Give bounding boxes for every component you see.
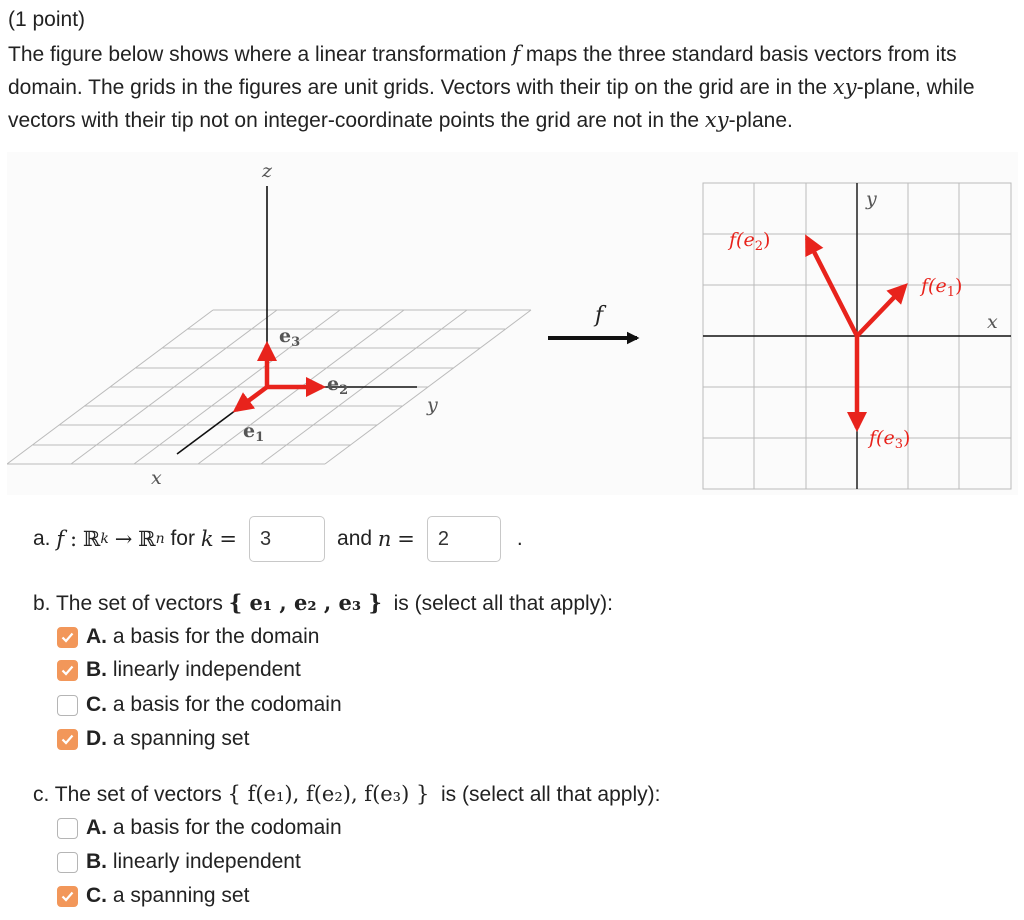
intro-xy-1: xy — [832, 75, 857, 99]
codomain-x-label: x — [987, 311, 998, 333]
part-b-option-c-letter: C. — [86, 693, 107, 716]
check-icon — [60, 889, 75, 904]
part-c-option-a[interactable] — [57, 814, 342, 842]
fe1-vector — [857, 286, 905, 336]
intro-text-3: -plane, while vectors with their tip not on integer-coordinate points the grid are not in the — [8, 76, 975, 132]
problem-statement — [8, 38, 1013, 137]
fe1-close: ) — [954, 275, 963, 297]
part-b-option-d-checkbox[interactable] — [57, 729, 78, 750]
part-b-option-c[interactable] — [57, 691, 342, 719]
part-c-question — [33, 782, 660, 807]
part-c-option-b-checkbox[interactable] — [57, 852, 78, 873]
part-c-option-a-text: a basis for the codomain — [112, 816, 342, 839]
intro-text-2: maps the three standard basis vectors from its domain. The grids in the figures are unit grids. Vectors with their tip on the grid are in the — [8, 43, 957, 99]
e2-letter: e — [327, 373, 340, 395]
fe1-subscript: 1 — [946, 285, 955, 300]
e2-label — [327, 373, 348, 398]
part-a-eq-2: = — [397, 527, 415, 551]
part-b-option-d[interactable] — [57, 725, 249, 753]
check-icon — [60, 732, 75, 747]
part-b-option-b[interactable] — [57, 656, 301, 684]
z-axis-label: z — [262, 160, 273, 182]
part-c-option-a-checkbox[interactable] — [57, 818, 78, 839]
part-b-option-b-text: linearly independent — [112, 658, 301, 681]
fe3-close: ) — [902, 427, 911, 449]
part-c-option-b-letter: B. — [86, 850, 107, 873]
part-b-option-a-text: a basis for the domain — [112, 625, 320, 648]
mapping-arrow — [548, 303, 637, 338]
figure-svg — [7, 152, 1018, 495]
part-b-option-a[interactable] — [57, 623, 319, 651]
part-c-option-b[interactable] — [57, 848, 301, 876]
e2-subscript: 2 — [339, 383, 349, 398]
fe3-text: f(e — [869, 427, 895, 449]
check-icon — [60, 663, 75, 678]
intro-xy-2: xy — [704, 108, 729, 132]
part-c-option-c-checkbox[interactable] — [57, 886, 78, 907]
part-b-option-a-letter: A. — [86, 625, 107, 648]
part-c-option-c-letter: C. — [86, 884, 107, 907]
part-c-set: { f(e₁), f(e₂), f(e₃) } — [227, 782, 430, 806]
fe2-subscript: 2 — [754, 239, 763, 254]
map-label: f — [595, 303, 604, 328]
domain-axes — [177, 186, 417, 454]
part-a-eq-1: = — [219, 527, 238, 551]
fe2-close: ) — [762, 229, 771, 251]
e1-subscript: 1 — [255, 430, 265, 445]
intro-text-1: The figure below shows where a linear transformation — [8, 43, 507, 66]
e1-label — [243, 420, 264, 445]
part-b-option-c-text: a basis for the codomain — [112, 693, 342, 716]
fe2-label — [727, 229, 770, 254]
part-b-option-b-checkbox[interactable] — [57, 660, 78, 681]
part-c-option-b-text: linearly independent — [112, 850, 301, 873]
part-a-n-var: n — [377, 527, 392, 551]
part-a-f: f — [56, 527, 65, 551]
part-c-option-c-text: a spanning set — [112, 884, 250, 907]
y-axis-label: y — [427, 394, 438, 416]
part-c-option-a-letter: A. — [86, 816, 107, 839]
part-a-period: . — [516, 527, 523, 550]
part-a-arrow: → — [114, 527, 133, 551]
fe2-text: f(e — [729, 229, 755, 251]
points-label: (1 point) — [8, 8, 86, 31]
part-a-and: and — [337, 527, 373, 550]
e3-letter: e — [279, 325, 292, 347]
codomain-labels — [727, 188, 998, 452]
n-answer-input[interactable]: 2 — [427, 516, 501, 562]
part-b-label: b. The set of vectors — [33, 592, 223, 615]
e1-letter: e — [243, 420, 256, 442]
part-c-label: c. The set of vectors — [33, 783, 222, 806]
intro-text-4: -plane. — [728, 109, 793, 132]
part-a-label: a. — [33, 527, 51, 550]
k-answer-input[interactable]: 3 — [249, 516, 325, 562]
part-a-k-var: k — [200, 527, 214, 551]
part-a — [33, 516, 523, 562]
part-b-suffix: is (select all that apply): — [393, 592, 614, 615]
codomain-y-label: y — [866, 188, 877, 210]
fe3-subscript: 3 — [894, 437, 903, 452]
transformation-figure — [7, 152, 1018, 495]
fe1-label — [919, 275, 962, 300]
part-b-option-d-letter: D. — [86, 727, 107, 750]
part-b-option-a-checkbox[interactable] — [57, 627, 78, 648]
x-axis-label: x — [151, 467, 162, 489]
codomain-vectors — [807, 238, 905, 428]
check-icon — [60, 630, 75, 645]
part-b-set: { e₁ , e₂ , e₃ } — [228, 590, 382, 615]
part-b-option-c-checkbox[interactable] — [57, 695, 78, 716]
e3-subscript: 3 — [291, 335, 301, 350]
fe3-label — [867, 427, 910, 452]
part-a-k-exponent: k — [100, 531, 109, 547]
part-a-for: for — [170, 527, 195, 550]
fe1-text: f(e — [921, 275, 947, 297]
part-c-suffix: is (select all that apply): — [441, 783, 661, 806]
part-b-option-b-letter: B. — [86, 658, 107, 681]
part-a-n-exponent: n — [155, 531, 165, 547]
part-c-option-c[interactable] — [57, 882, 249, 910]
fe2-vector — [807, 238, 857, 336]
part-b-question — [33, 590, 613, 616]
e1-vector — [236, 387, 267, 410]
part-a-colon: : — [69, 527, 78, 551]
part-a-domain-R: ℝ — [82, 527, 101, 551]
part-b-option-d-text: a spanning set — [112, 727, 250, 750]
intro-f: f — [512, 42, 521, 66]
part-a-codomain-R: ℝ — [138, 527, 156, 551]
